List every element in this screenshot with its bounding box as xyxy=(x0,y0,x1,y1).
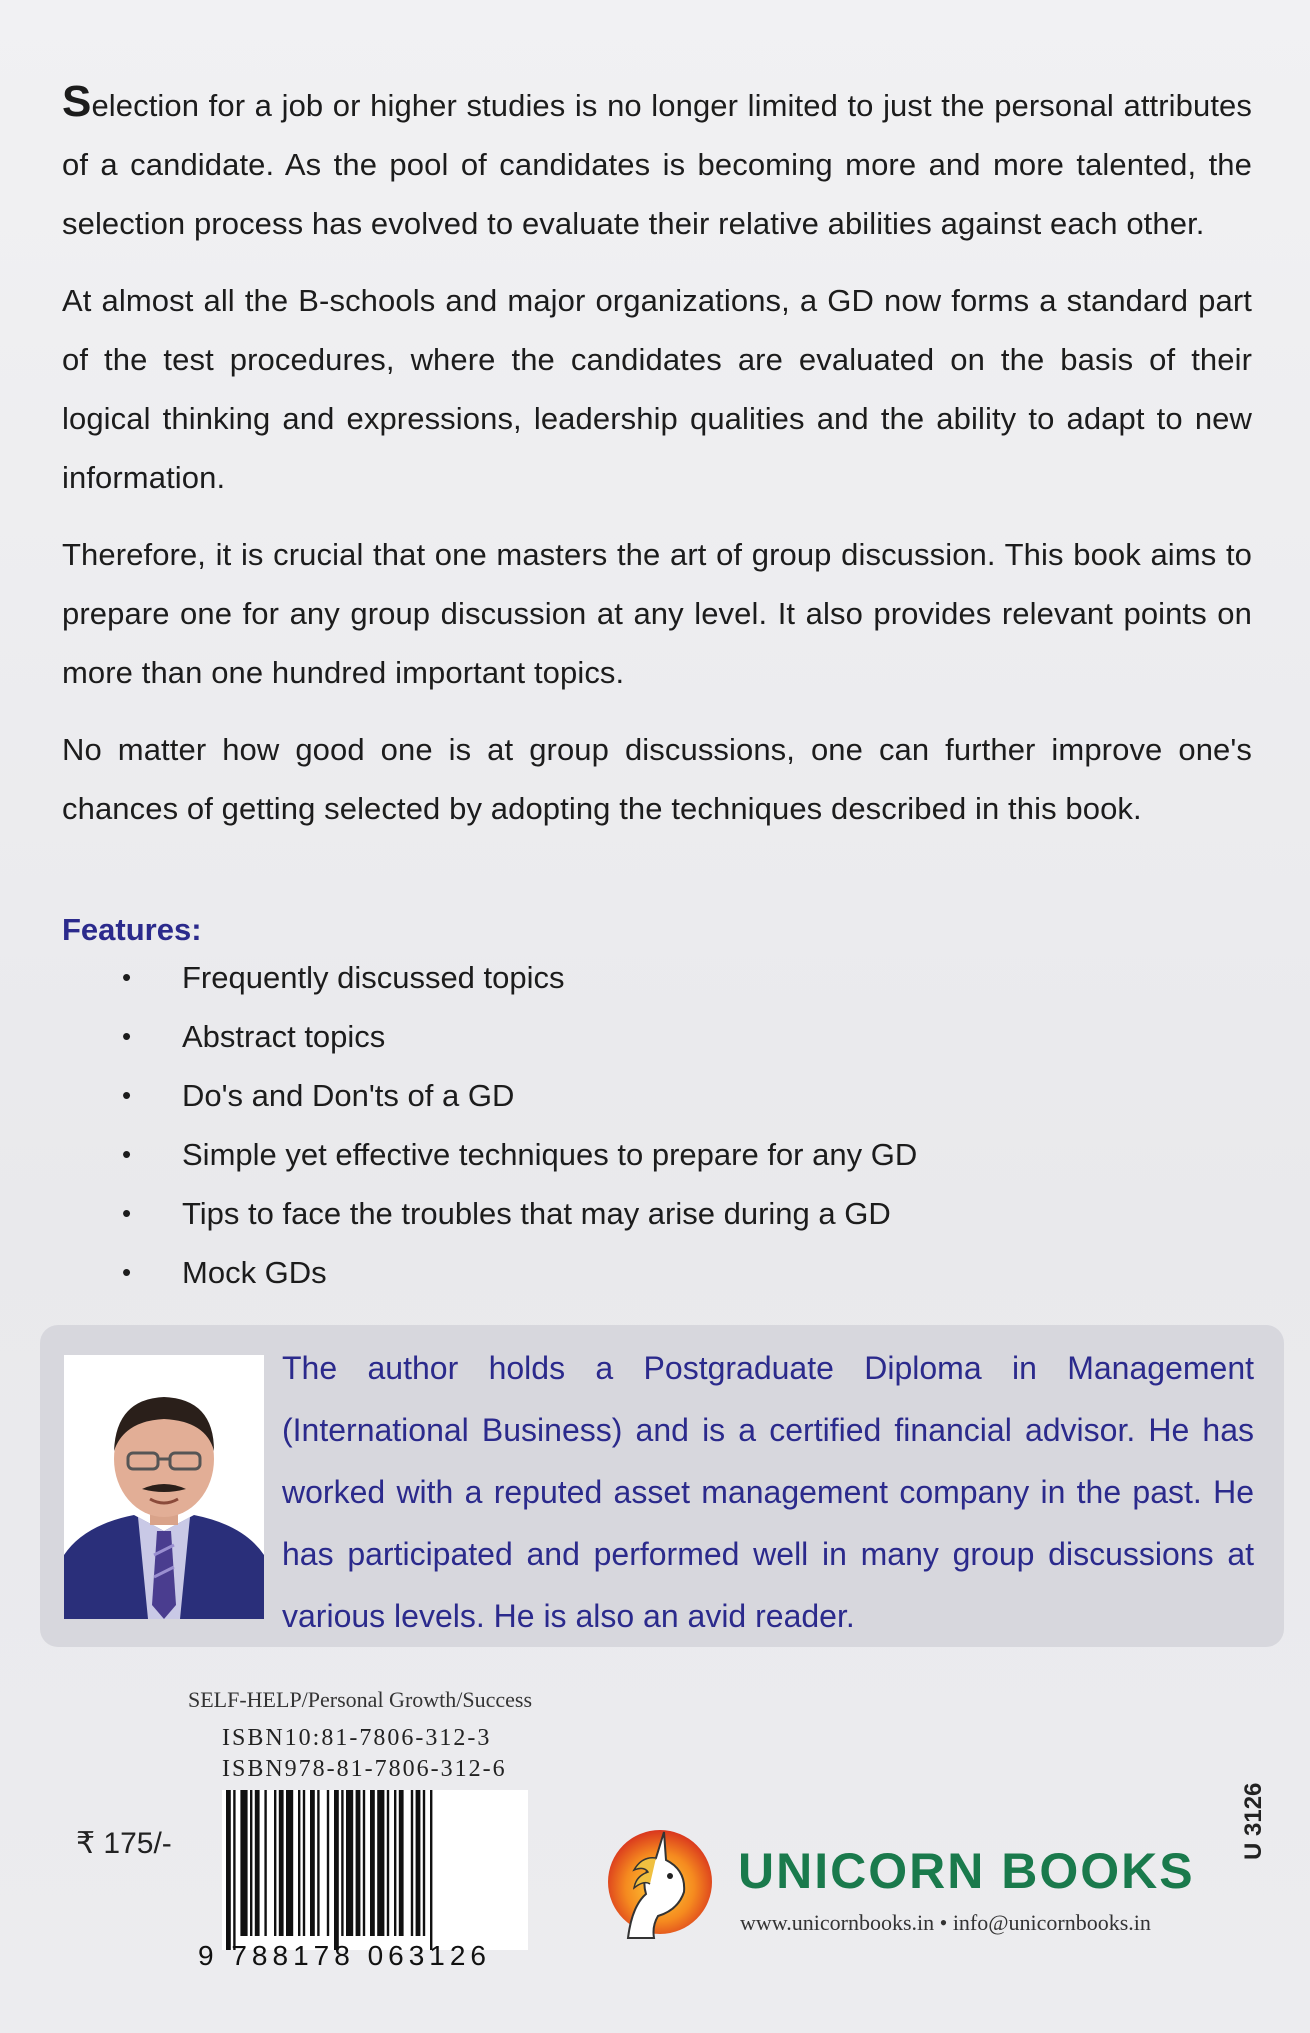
barcode-bar xyxy=(394,1790,396,1936)
barcode-bar xyxy=(310,1790,315,1936)
blurb-paragraph-3: Therefore, it is crucial that one masters the art of group discussion. This book aims to prepare one for any group discussion at any level. It also provides relevant points on more than one hundred important topics. xyxy=(62,537,1252,690)
barcode-bar xyxy=(423,1790,425,1936)
isbn-13: ISBN978-81-7806-312-6 xyxy=(222,1756,507,1782)
bullet-icon: • xyxy=(122,1198,132,1228)
feature-text: Do's and Don'ts of a GD xyxy=(182,1078,515,1113)
feature-text: Frequently discussed topics xyxy=(182,960,565,995)
barcode-bar xyxy=(334,1790,339,1950)
feature-item xyxy=(62,1066,1162,1125)
barcode-bar xyxy=(370,1790,375,1936)
feature-text: Simple yet effective techniques to prepare for any GD xyxy=(182,1137,918,1172)
barcode-bar xyxy=(341,1790,343,1936)
features-list xyxy=(62,948,1162,1302)
barcode-bar xyxy=(411,1790,413,1936)
author-photo xyxy=(64,1355,264,1619)
feature-text: Tips to face the troubles that may arise during a GD xyxy=(182,1196,891,1231)
author-bio-text: The author holds a Postgraduate Diploma in Management (International Business) and is a certified financial advisor. He has worked with a reputed asset management company in the past. He has participated and performed well in many group discussions at various levels. He is also an avid reader. xyxy=(282,1350,1254,1634)
barcode-bar xyxy=(279,1790,284,1936)
barcode-bar xyxy=(226,1790,231,1950)
barcode-bar xyxy=(274,1790,276,1936)
barcode-bar xyxy=(363,1790,365,1936)
feature-item xyxy=(62,1243,1162,1302)
blurb-paragraph-1-text: election for a job or higher studies is no longer limited to just the personal attributes of a candidate. As the pool of candidates is becoming more and more talented, the selection process has evolved to evaluate their relative abilities against each other. xyxy=(62,88,1252,241)
blurb-paragraph-2: At almost all the B-schools and major organizations, a GD now forms a standard part of the test procedures, where the candidates are evaluated on the basis of their logical thinking and expressions, leadership qualities and the ability to adapt to new information. xyxy=(62,283,1252,495)
blurb-paragraph-4: No matter how good one is at group discussions, one can further improve one's chances of getting selected by adopting the techniques described in this book. xyxy=(62,732,1252,826)
feature-text: Abstract topics xyxy=(182,1019,386,1054)
bullet-icon: • xyxy=(122,1257,132,1287)
feature-item xyxy=(62,1184,1162,1243)
barcode-bar xyxy=(286,1790,293,1936)
barcode-bar xyxy=(377,1790,384,1936)
blurb xyxy=(62,72,1252,856)
barcode-bar xyxy=(416,1790,421,1936)
feature-item xyxy=(62,1007,1162,1066)
barcode-bar xyxy=(327,1790,329,1936)
barcode-bar xyxy=(387,1790,389,1936)
author-panel xyxy=(40,1325,1284,1647)
barcode-bar xyxy=(317,1790,319,1936)
barcode-bar xyxy=(264,1790,266,1936)
barcode-bar xyxy=(346,1790,353,1936)
unicorn-logo-icon xyxy=(598,1826,718,1942)
features-heading: Features: xyxy=(62,912,202,947)
bullet-icon: • xyxy=(122,1139,132,1169)
feature-item xyxy=(62,1125,1162,1184)
barcode-bar xyxy=(250,1790,252,1936)
feature-item xyxy=(62,948,1162,1007)
barcode-bar xyxy=(240,1790,247,1936)
blurb-paragraph-1 xyxy=(62,72,1252,253)
barcode-bar xyxy=(298,1790,300,1936)
price-label: ₹ 175/- xyxy=(76,1827,172,1860)
barcode-icon xyxy=(222,1790,528,1950)
publisher-name: UNICORN BOOKS xyxy=(738,1843,1195,1899)
book-code: U 3126 xyxy=(1240,1782,1267,1860)
bullet-icon: • xyxy=(122,1021,132,1051)
category-label: SELF-HELP/Personal Growth/Success xyxy=(188,1687,533,1712)
barcode-bar xyxy=(430,1790,432,1950)
author-bio xyxy=(282,1337,1254,1647)
barcode-bar xyxy=(356,1790,361,1936)
bullet-icon: • xyxy=(122,1080,132,1110)
feature-text: Mock GDs xyxy=(182,1255,327,1290)
barcode-bar xyxy=(233,1790,235,1950)
barcode-bar xyxy=(303,1790,305,1936)
barcode-bar xyxy=(255,1790,260,1936)
drop-cap: S xyxy=(62,77,92,126)
barcode-number: 9 788178 063126 xyxy=(198,1940,491,1971)
isbn-10: ISBN10:81-7806-312-3 xyxy=(222,1725,492,1751)
author-portrait-icon xyxy=(64,1355,264,1619)
publisher-contact: www.unicornbooks.in • info@unicornbooks.in xyxy=(740,1910,1151,1935)
barcode-bar xyxy=(399,1790,404,1936)
bullet-icon: • xyxy=(122,962,132,992)
